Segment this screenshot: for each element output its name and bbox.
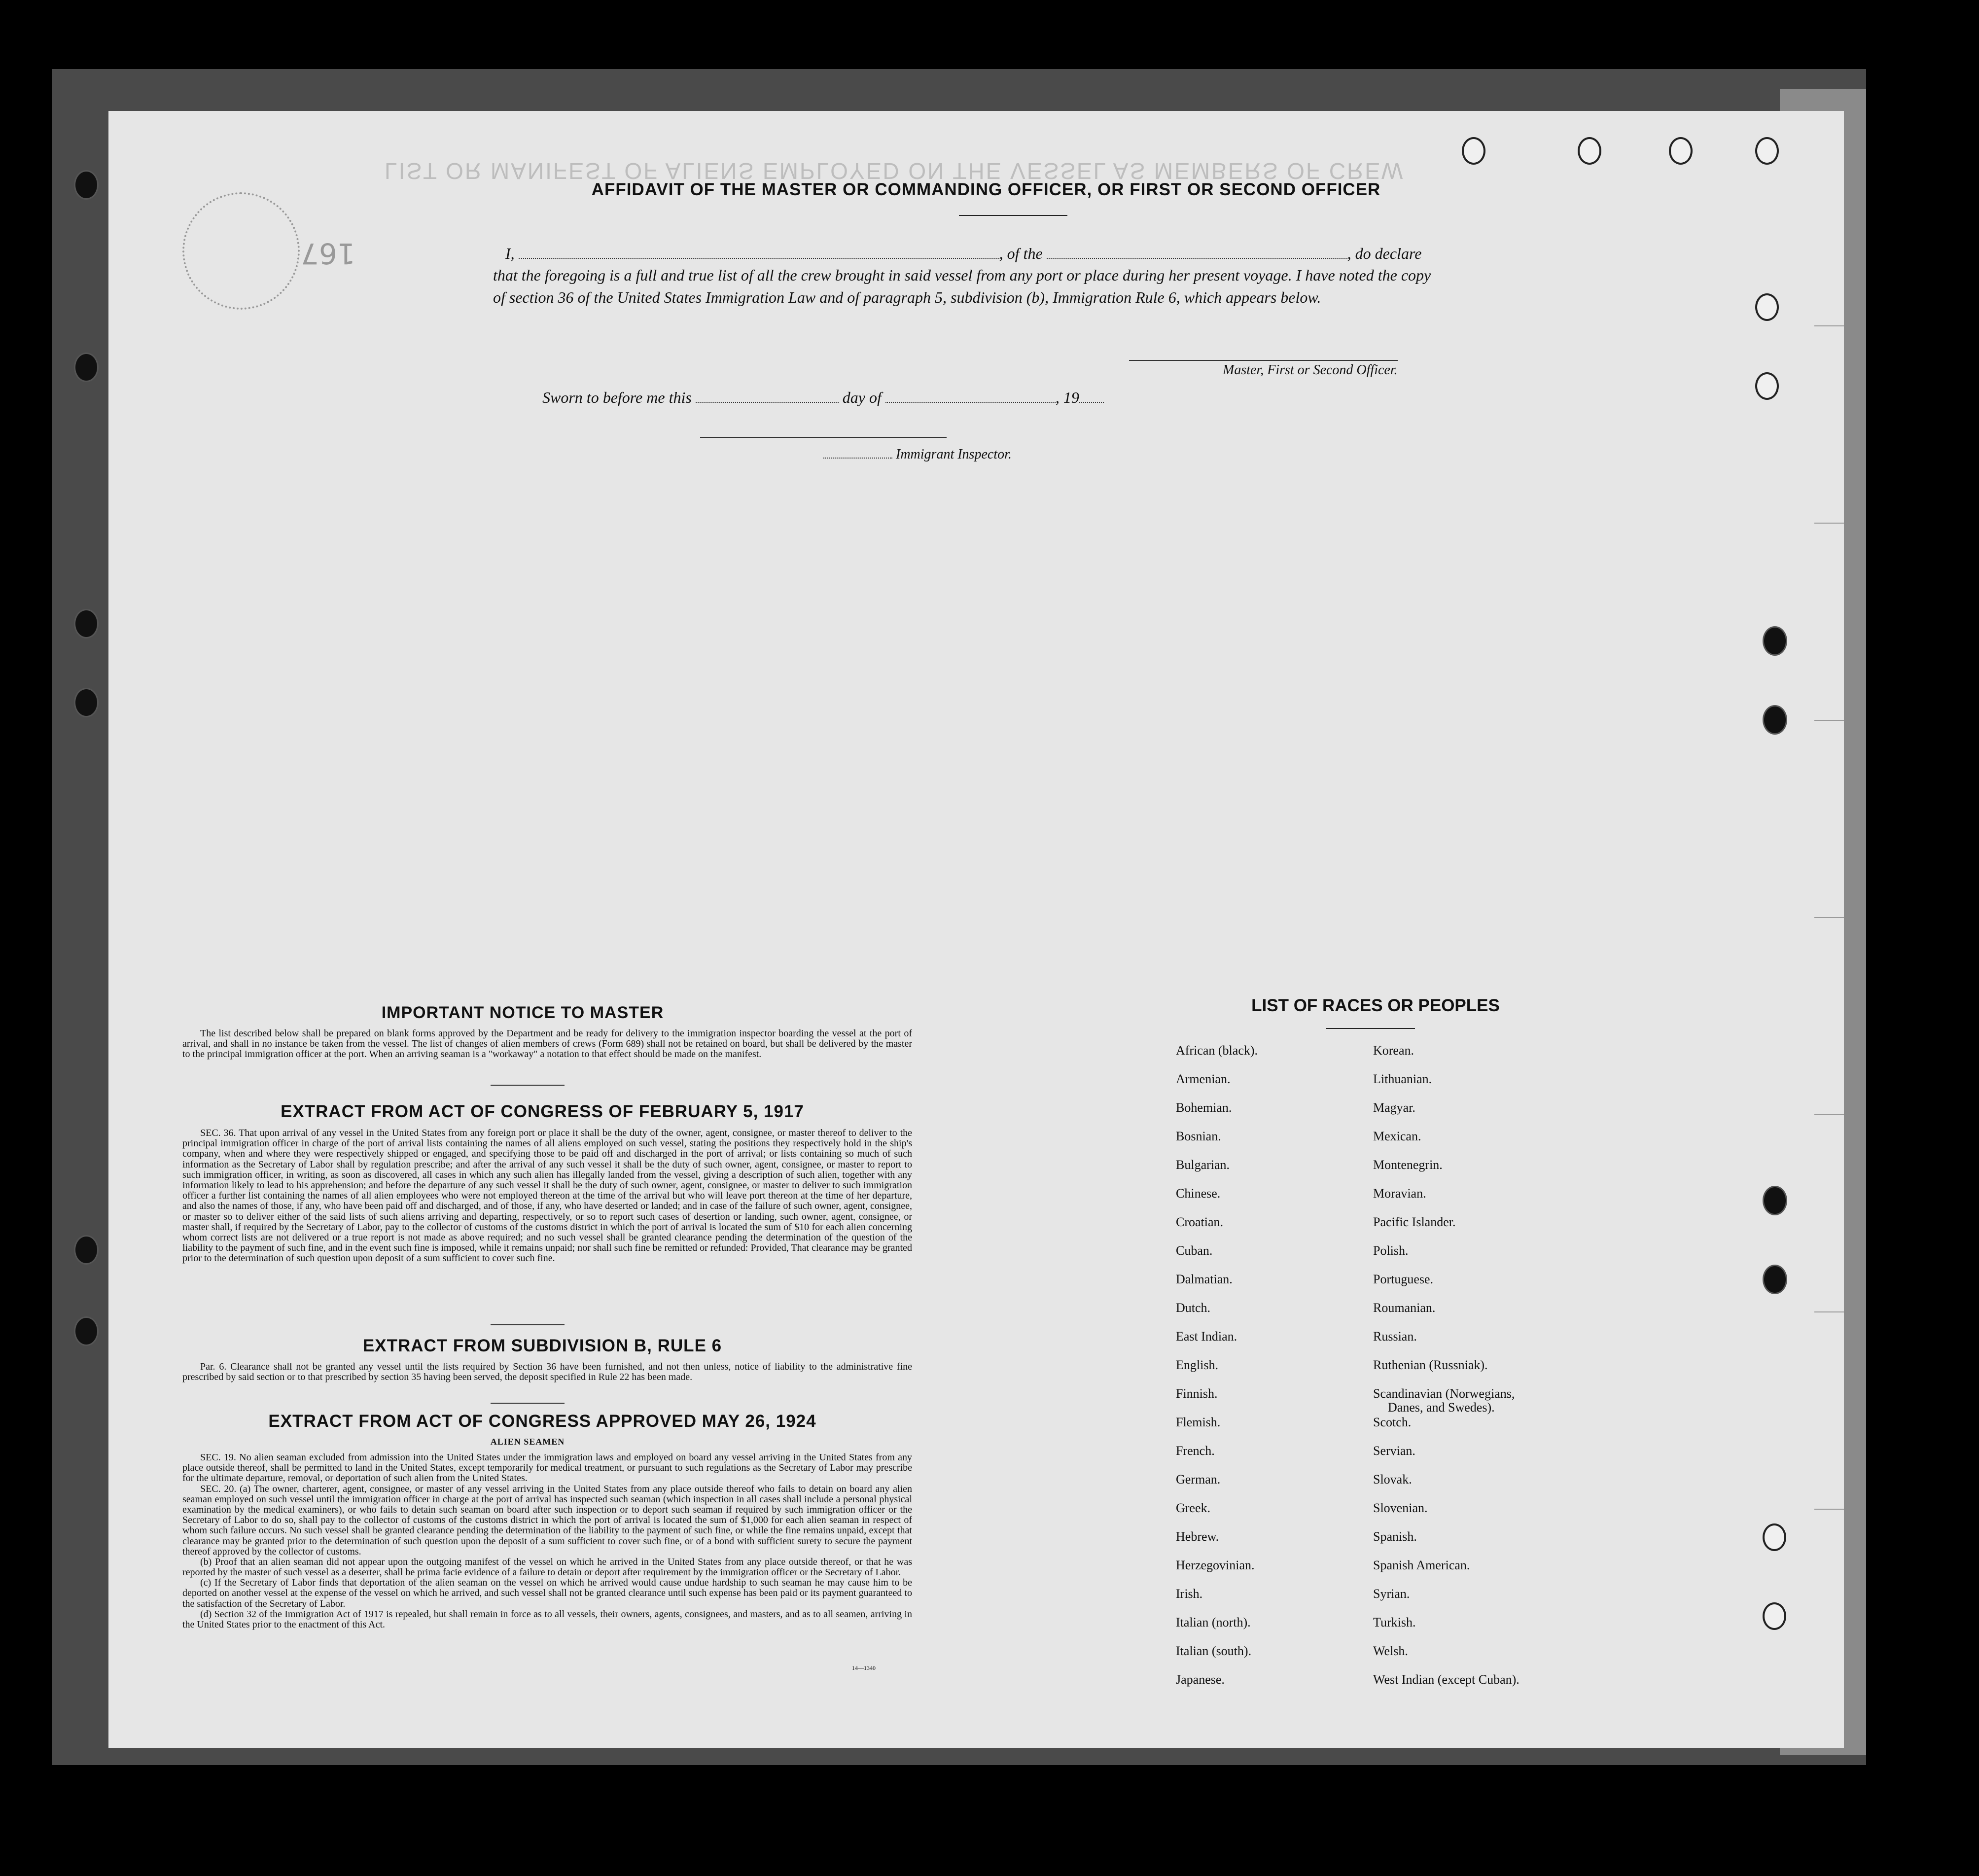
race-item: Scotch. bbox=[1373, 1415, 1412, 1429]
binder-hole bbox=[1763, 1186, 1787, 1215]
race-item: Magyar. bbox=[1373, 1100, 1415, 1115]
binder-hole bbox=[1763, 1602, 1786, 1630]
binder-hole bbox=[1755, 137, 1779, 165]
race-item: Armenian. bbox=[1176, 1072, 1231, 1086]
race-item: Pacific Islander. bbox=[1373, 1215, 1456, 1229]
year-prefix-label: , 19 bbox=[1055, 389, 1079, 406]
vessel-name-blank bbox=[1047, 246, 1347, 259]
race-item: Dutch. bbox=[1176, 1301, 1211, 1315]
races-title-underline bbox=[1326, 1028, 1415, 1029]
race-item: Finnish. bbox=[1176, 1386, 1218, 1401]
inspector-label: Immigrant Inspector. bbox=[823, 447, 1012, 462]
race-item: Scandinavian (Norwegians, bbox=[1373, 1386, 1515, 1401]
sec36-text: That upon arrival of any vessel in the United States from any foreign port or place it shall be the duty of the owner, agent, consignee, or master thereof to deliver to the principal immigration officer in charge of the port of arrival lists containing the names of all aliens employed on such vessel, stating the positions they respectively hold in the ship's company, when and where they were respectively shipped or engaged, and specifying those to be paid off and discharged in the port of arrival; or lists containing so much of such information as the Secretary of Labor shall by regulation prescribe; and after the arrival of any such vessel it shall be the duty of such owner, agent, consignee, or master to report to such immigration officer, in writing, as soon as discovered, all cases in which any such alien has illegally landed from the vessel, giving a description of such alien, together with any information likely to lead to his apprehension; and before the departure of any such vessel it shall be the duty of such owner, agent, consignee, or master to deliver to such immigration officer a further list containing the names of all alien employees who were not employed thereon at the time of the arrival but who will leave port thereon at the time of her departure, and also the names of those, if any, who have been paid off and discharged, and of those, if any, who have deserted or landed; and in case of the failure of such owner, agent, consignee, or master so to deliver either of the said lists of such aliens arriving and departing, respectively, or so to report such cases of desertion or landing, such owner, agent, consignee, or master shall, if required by the Secretary of Labor, pay to the collector of customs of the customs district in which the port of arrival is located the sum of $10 for each alien concerning whom correct lists are not delivered or a true report is not made as above required; and no such vessel shall be granted clearance pending the determination of the question of the liability to the payment of such fine, and in the event such fine is imposed, while it remains unpaid; nor shall such fine be remitted or refunded: Provided, That clearance may be granted prior to the determination of such question upon deposit of a sum sufficient to cover such fine. bbox=[182, 1128, 913, 1264]
race-item: Mexican. bbox=[1373, 1129, 1421, 1143]
binder-hole bbox=[74, 609, 99, 638]
race-item: German. bbox=[1176, 1472, 1221, 1487]
sworn-day-blank bbox=[696, 390, 839, 403]
ruled-line bbox=[1814, 1114, 1844, 1115]
race-item: Bulgarian. bbox=[1176, 1158, 1230, 1172]
binder-hole bbox=[1763, 705, 1787, 735]
declarant-prefix: I, bbox=[505, 245, 515, 262]
sworn-label: Sworn to before me this bbox=[542, 389, 692, 406]
race-item: Korean. bbox=[1373, 1043, 1414, 1058]
of-the-label: , of the bbox=[999, 245, 1043, 262]
notice-text bbox=[182, 1028, 912, 1060]
race-item: Montenegrin. bbox=[1373, 1158, 1443, 1172]
race-item: Portuguese. bbox=[1373, 1272, 1434, 1286]
section-divider bbox=[491, 1324, 565, 1325]
race-item: Slovak. bbox=[1373, 1472, 1412, 1487]
notice-title: IMPORTANT NOTICE TO MASTER bbox=[381, 1003, 664, 1022]
binder-hole bbox=[1763, 1523, 1786, 1551]
race-item: Slovenian. bbox=[1373, 1501, 1428, 1515]
master-signature-label: Master, First or Second Officer. bbox=[1223, 362, 1398, 378]
binder-hole bbox=[1763, 1265, 1787, 1294]
year-blank bbox=[1079, 390, 1104, 403]
notice-paragraph: The list described below shall be prepared on blank forms approved by the Department and be ready for delivery to the immigration inspector boarding the vessel at the port of arrival, and shall in no instance be taken from the vessel. The list of changes of alien members of crews (Form 689) shall not be retained on board, but shall be delivered by the master to the principal immigration officer at the port. When an arriving seaman is a "workaway" a notation to that effect should be made on the manifest. bbox=[182, 1028, 912, 1060]
binder-hole bbox=[1763, 626, 1787, 656]
alien-seamen-subtitle: ALIEN SEAMEN bbox=[490, 1437, 565, 1447]
sworn-month-blank bbox=[885, 390, 1056, 403]
race-item: Moravian. bbox=[1373, 1186, 1426, 1201]
title-underline bbox=[959, 215, 1067, 216]
extract-1917-title: EXTRACT FROM ACT OF CONGRESS OF FEBRUARY 5, 1917 bbox=[281, 1102, 804, 1121]
race-item: Croatian. bbox=[1176, 1215, 1224, 1229]
binder-hole bbox=[74, 170, 99, 200]
affidavit-body: that the foregoing is a full and true list of all the crew brought in said vessel from any port or place during her present voyage. I have noted the copy of section 36 of the United States Immigration Law and of paragraph 5, subdivision (b), Immigration Rule 6, which appears below. bbox=[493, 266, 1431, 306]
race-item: French. bbox=[1176, 1444, 1215, 1458]
extract-1924-text bbox=[182, 1452, 912, 1630]
binder-hole bbox=[1462, 137, 1485, 165]
race-item: Syrian. bbox=[1373, 1587, 1410, 1601]
rule6-paragraph: Par. 6. Clearance shall not be granted any vessel until the lists required by Section 36 have been furnished, and not then unless, notice of liability to the administrative fine prescribed by said section or to that prescribed by section 35 having been served, the deposit specified in Rule 22 has been made. bbox=[182, 1361, 912, 1383]
ruled-line bbox=[1814, 917, 1844, 918]
binder-hole bbox=[74, 1235, 99, 1265]
form-number: 14—1340 bbox=[852, 1664, 876, 1671]
race-item: Spanish. bbox=[1373, 1529, 1417, 1544]
race-item: Spanish American. bbox=[1373, 1558, 1470, 1572]
declarant-name-blank bbox=[519, 246, 999, 259]
binder-hole bbox=[1669, 137, 1693, 165]
sec19-paragraph: SEC. 19. No alien seaman excluded from admission into the United States under the immigration laws and employed on board any vessel arriving in the United States from any place outside thereof, shall be permitted to land in the United States, except temporarily for medical treatment, or pursuant to such regulations as the Secretary of Labor may prescribe for the ultimate departure, removal, or deportation of such alien from the United States. bbox=[182, 1452, 912, 1484]
sec20c-paragraph: (c) If the Secretary of Labor finds that deportation of the alien seaman on the vessel on which he arrived would cause undue hardship to such seaman he may cause him to be deported on another vessel at the expense of the vessel on which he arrived, and such vessel shall not be granted clearance until such expense has been paid or its payment guaranteed to the satisfaction of the Secretary of Labor. bbox=[182, 1577, 912, 1609]
inspector-signature-line bbox=[700, 437, 947, 438]
race-item: Polish. bbox=[1373, 1243, 1409, 1258]
race-item: Bohemian. bbox=[1176, 1100, 1232, 1115]
do-declare-label: , do declare bbox=[1347, 245, 1422, 262]
inspector-blank bbox=[823, 449, 892, 459]
race-item: Japanese. bbox=[1176, 1672, 1225, 1687]
races-title: LIST OF RACES OR PEOPLES bbox=[1251, 996, 1500, 1015]
race-item: West Indian (except Cuban). bbox=[1373, 1672, 1520, 1687]
sec20d-paragraph: (d) Section 32 of the Immigration Act of 1917 is repealed, but shall remain in force as to all vessels, their owners, agents, consignees, and masters, and as to all seamen, arriving in the United States prior to the enactment of this Act. bbox=[182, 1608, 912, 1630]
race-item: Irish. bbox=[1176, 1587, 1203, 1601]
section-divider bbox=[491, 1403, 565, 1404]
race-item: Russian. bbox=[1373, 1329, 1417, 1344]
binder-hole bbox=[74, 1316, 99, 1346]
race-item: Italian (south). bbox=[1176, 1644, 1252, 1658]
race-item: Greek. bbox=[1176, 1501, 1211, 1515]
affidavit-title: AFFIDAVIT OF THE MASTER OR COMMANDING OFFICER, OR FIRST OR SECOND OFFICER bbox=[591, 180, 1381, 199]
races-right-column bbox=[1373, 1044, 1520, 1702]
race-item: Roumanian. bbox=[1373, 1301, 1436, 1315]
race-item: Cuban. bbox=[1176, 1243, 1213, 1258]
races-left-column bbox=[1176, 1044, 1258, 1702]
ruled-line bbox=[1814, 1509, 1844, 1510]
race-item: Chinese. bbox=[1176, 1186, 1221, 1201]
extract-1917-text bbox=[182, 1128, 912, 1264]
binder-hole bbox=[74, 688, 99, 717]
race-item: Lithuanian. bbox=[1373, 1072, 1432, 1086]
ruled-line bbox=[1814, 523, 1844, 524]
sec20a-paragraph: SEC. 20. (a) The owner, charterer, agent, consignee, or master of any vessel arriving in the United States from any place outside thereof who fails to detain on board any alien seaman employed on such vessel until the immigration officer in charge at the port of arrival has inspected such seaman (which inspection in all cases shall include a personal physical examination by the medical examiners), or who fails to detain such seaman on board after such inspection or to deport such seaman if required by such immigration officer or the Secretary of Labor to do so, shall pay to the collector of customs of the customs district in which the port of arrival is located the sum of $1,000 for each alien seaman in respect of whom such failure occurs. No such vessel shall be granted clearance pending the determination of the liability to the payment of such fine, or while the fine remains unpaid, except that clearance may be granted prior to the determination of such question upon the deposit of a sum sufficient to cover such fine, or of a bond with sufficient surety to secure the payment thereof approved by the collector of customs. bbox=[182, 1483, 912, 1557]
sec20b-paragraph: (b) Proof that an alien seaman did not appear upon the outgoing manifest of the vessel on which he arrived in the United States from any place outside thereof, or that he was reported by the master of such vessel as a deserter, shall be prima facie evidence of a failure to detain or deport after requirement by the immigration officer or the Secretary of Labor. bbox=[182, 1556, 912, 1578]
day-of-label: day of bbox=[842, 389, 882, 406]
ruled-line bbox=[1814, 325, 1844, 326]
extract-rule6-text bbox=[182, 1362, 912, 1382]
race-item: Bosnian. bbox=[1176, 1129, 1221, 1143]
race-item: Dalmatian. bbox=[1176, 1272, 1233, 1286]
binder-hole bbox=[1755, 293, 1779, 321]
bleed-through-header: LIST OR MANIFEST OF ALIENS EMPLOYED ON THE VESSEL AS MEMBERS OF CREW bbox=[385, 158, 1405, 184]
race-item: Hebrew. bbox=[1176, 1529, 1219, 1544]
race-item: East Indian. bbox=[1176, 1329, 1237, 1344]
sec36-label: SEC. 36. bbox=[200, 1128, 236, 1138]
extract-rule6-title: EXTRACT FROM SUBDIVISION B, RULE 6 bbox=[362, 1336, 722, 1355]
sworn-line bbox=[493, 387, 1447, 409]
race-item: Italian (north). bbox=[1176, 1615, 1251, 1629]
binder-hole bbox=[74, 353, 99, 382]
race-item: Danes, and Swedes). bbox=[1388, 1400, 1495, 1415]
extract-1924-title: EXTRACT FROM ACT OF CONGRESS APPROVED MAY 26, 1924 bbox=[268, 1412, 816, 1431]
stamp-number: 167 bbox=[301, 237, 355, 270]
race-item: Flemish. bbox=[1176, 1415, 1221, 1429]
binder-hole bbox=[1755, 372, 1779, 400]
race-item: African (black). bbox=[1176, 1043, 1258, 1058]
race-item: Welsh. bbox=[1373, 1644, 1408, 1658]
race-item: English. bbox=[1176, 1358, 1218, 1372]
master-signature-line bbox=[1129, 360, 1398, 361]
ruled-line bbox=[1814, 720, 1844, 721]
official-seal-stamp bbox=[182, 192, 300, 310]
race-item: Servian. bbox=[1373, 1444, 1415, 1458]
race-item: Herzegovinian. bbox=[1176, 1558, 1255, 1572]
race-item: Ruthenian (Russniak). bbox=[1373, 1358, 1488, 1372]
binder-hole bbox=[1578, 137, 1601, 165]
section-divider bbox=[491, 1085, 565, 1086]
race-item: Turkish. bbox=[1373, 1615, 1416, 1629]
sec36-paragraph bbox=[182, 1128, 912, 1264]
affidavit-declare-line bbox=[493, 243, 1447, 265]
ruled-line bbox=[1814, 1311, 1844, 1312]
